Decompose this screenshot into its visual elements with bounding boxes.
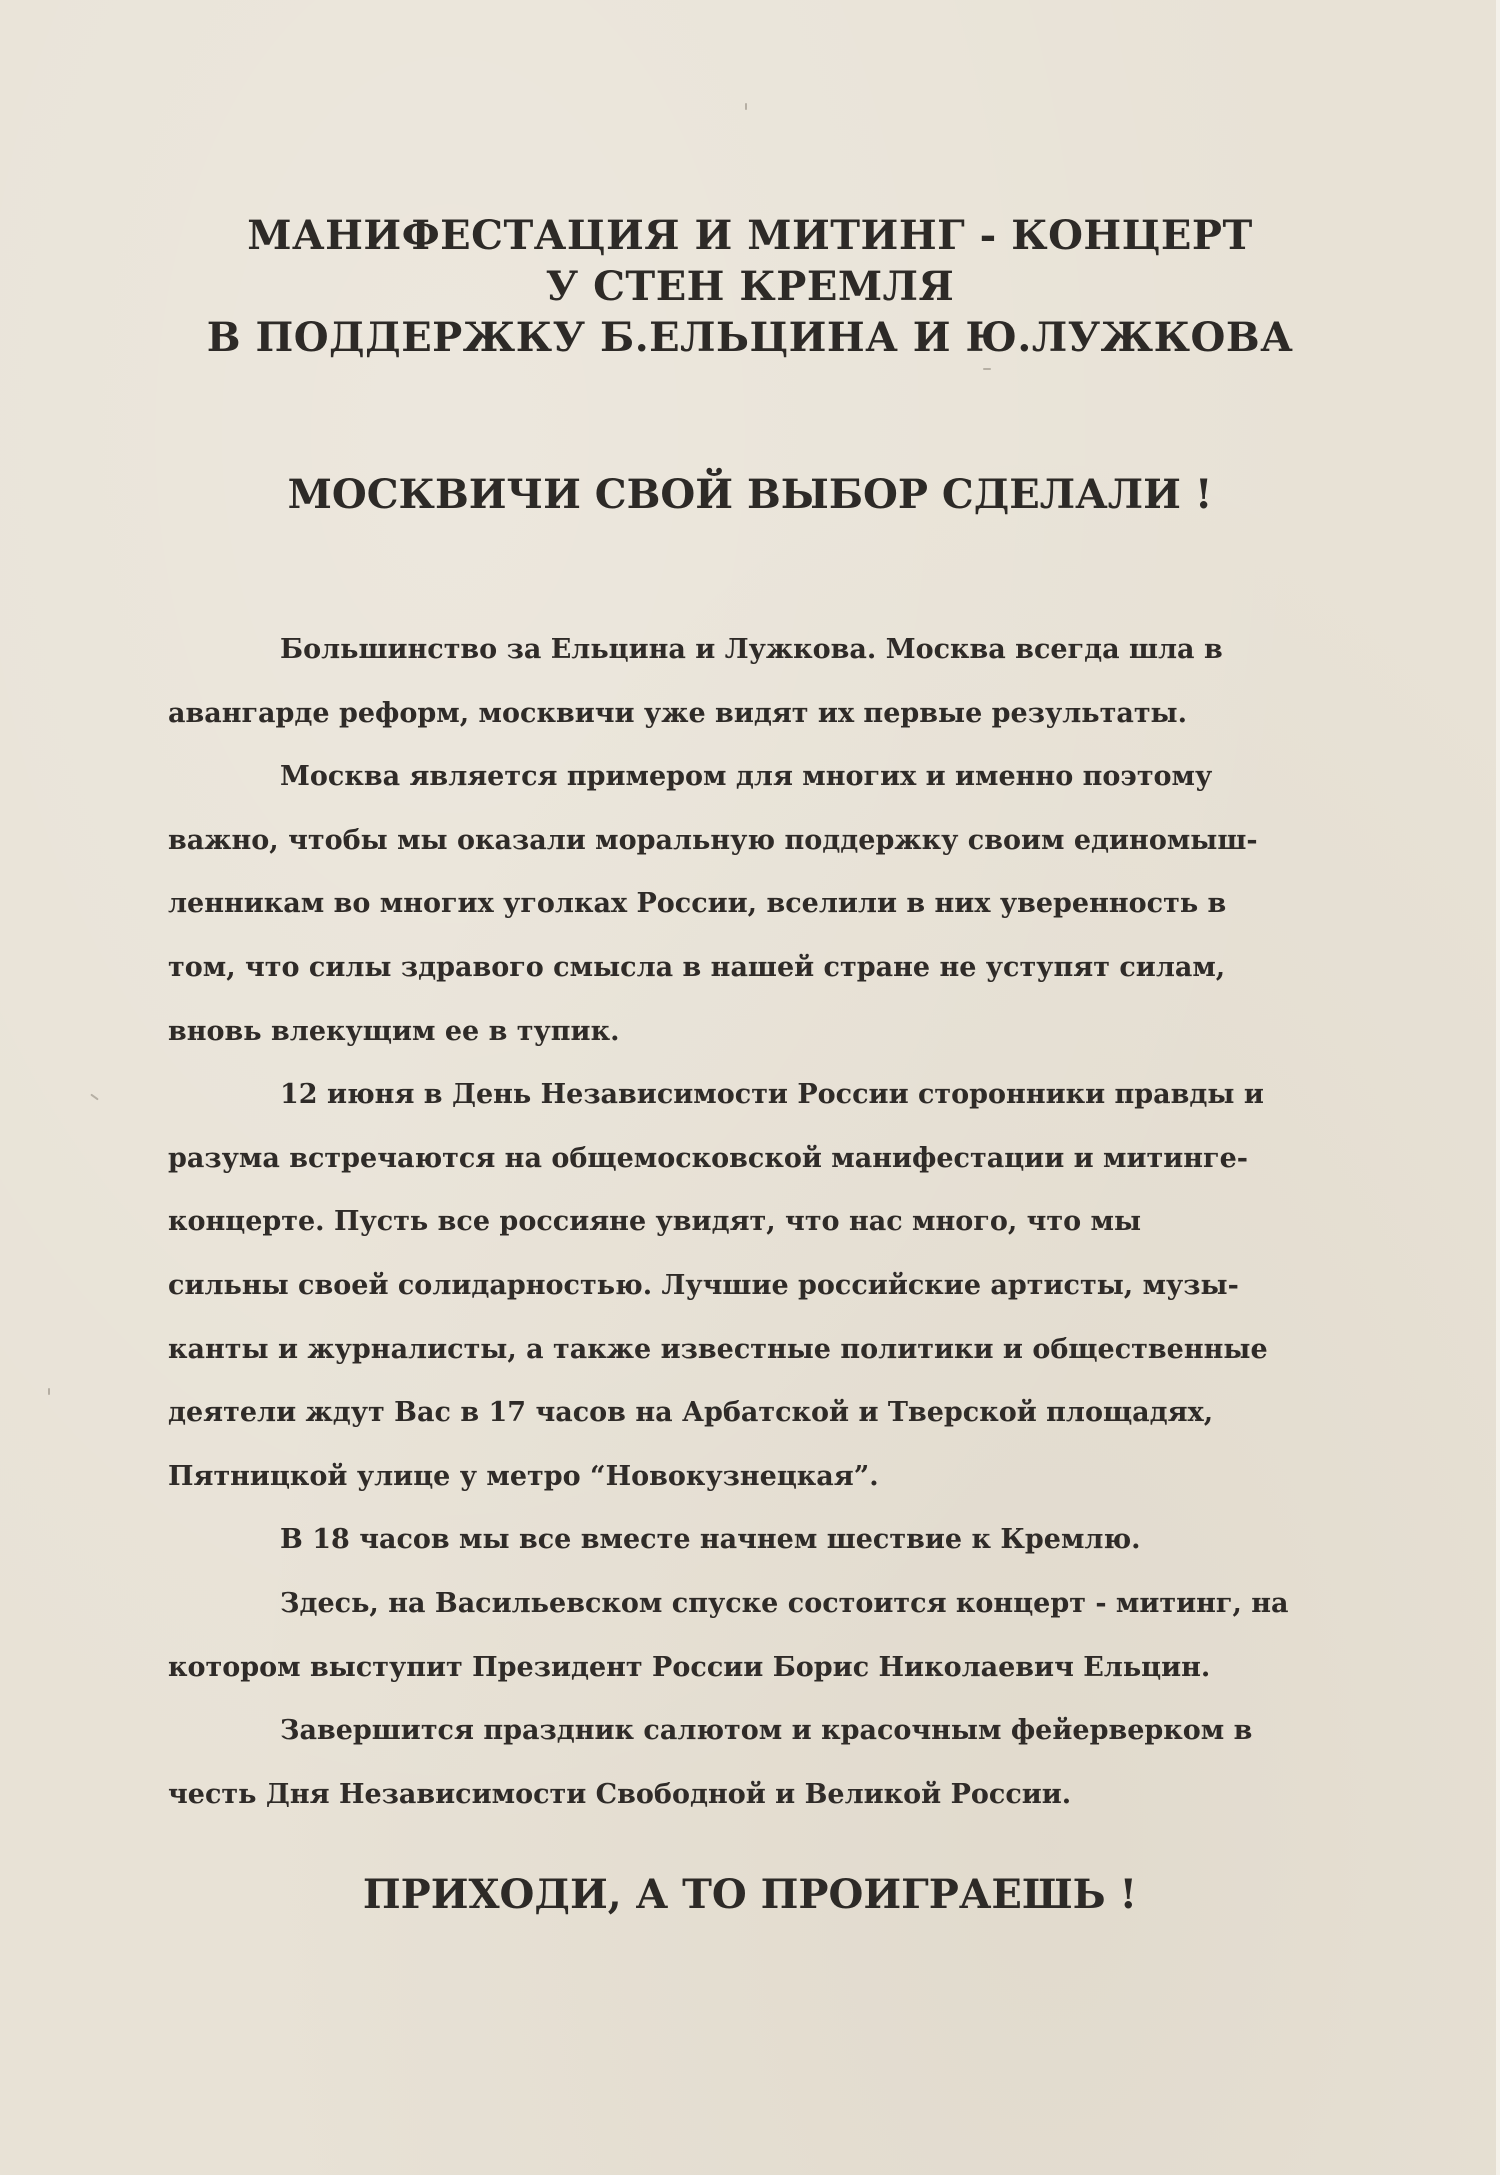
- body-line: важно, чтобы мы оказали моральную поддержку своим единомыш-: [168, 824, 1258, 856]
- paper-speck: [745, 103, 747, 110]
- paper-speck: [983, 368, 991, 370]
- body-line: Пятницкой улице у метро “Новокузнецкая”.: [168, 1460, 879, 1492]
- body-line: Завершится праздник салютом и красочным фейерверком в: [280, 1715, 1253, 1747]
- paper-speck: [48, 1388, 50, 1395]
- heading-line-3: В ПОДДЕРЖКУ Б.ЕЛЬЦИНА И Ю.ЛУЖКОВА: [206, 314, 1294, 361]
- poster-footer-slogan: ПРИХОДИ, А ТО ПРОИГРАЕШЬ !: [362, 1871, 1138, 1918]
- body-line: честь Дня Независимости Свободной и Великой России.: [168, 1778, 1072, 1810]
- heading-line-2: У СТЕН КРЕМЛЯ: [545, 263, 955, 310]
- body-line: канты и журналисты, а также известные политики и общественные: [168, 1333, 1268, 1365]
- paper-speck: [90, 1094, 99, 1101]
- body-line: Москва является примером для многих и именно поэтому: [280, 761, 1213, 793]
- body-line: концерте. Пусть все россияне увидят, что нас много, что мы: [168, 1206, 1142, 1238]
- body-line: авангарде реформ, москвичи уже видят их первые результаты.: [168, 697, 1188, 729]
- body-line: вновь влекущим ее в тупик.: [168, 1015, 620, 1047]
- body-line: котором выступит Президент России Борис Николаевич Ельцин.: [168, 1651, 1211, 1683]
- body-line: Здесь, на Васильевском спуске состоится концерт - митинг, на: [280, 1587, 1289, 1619]
- body-line: Большинство за Ельцина и Лужкова. Москва всегда шла в: [280, 634, 1223, 665]
- page-edge: [1496, 0, 1500, 2175]
- body-line: 12 июня в День Независимости России сторонники правды и: [280, 1079, 1264, 1111]
- heading-line-1: МАНИФЕСТАЦИЯ И МИТИНГ - КОНЦЕРТ: [247, 212, 1253, 259]
- body-line: сильны своей солидарностью. Лучшие российские артисты, музы-: [168, 1269, 1239, 1301]
- body-line: разума встречаются на общемосковской манифестации и митинге-: [168, 1142, 1248, 1174]
- body-line: том, что силы здравого смысла в нашей стране не уступят силам,: [168, 951, 1226, 983]
- body-line: ленникам во многих уголках России, вселили в них уверенность в: [168, 888, 1227, 920]
- poster-body: [168, 618, 1408, 1826]
- body-line: деятели ждут Вас в 17 часов на Арбатской и Тверской площадях,: [168, 1397, 1214, 1429]
- poster-subheading: МОСКВИЧИ СВОЙ ВЫБОР СДЕЛАЛИ !: [287, 471, 1213, 518]
- poster-heading: [150, 210, 1350, 363]
- body-line: В 18 часов мы все вместе начнем шествие к Кремлю.: [280, 1524, 1141, 1556]
